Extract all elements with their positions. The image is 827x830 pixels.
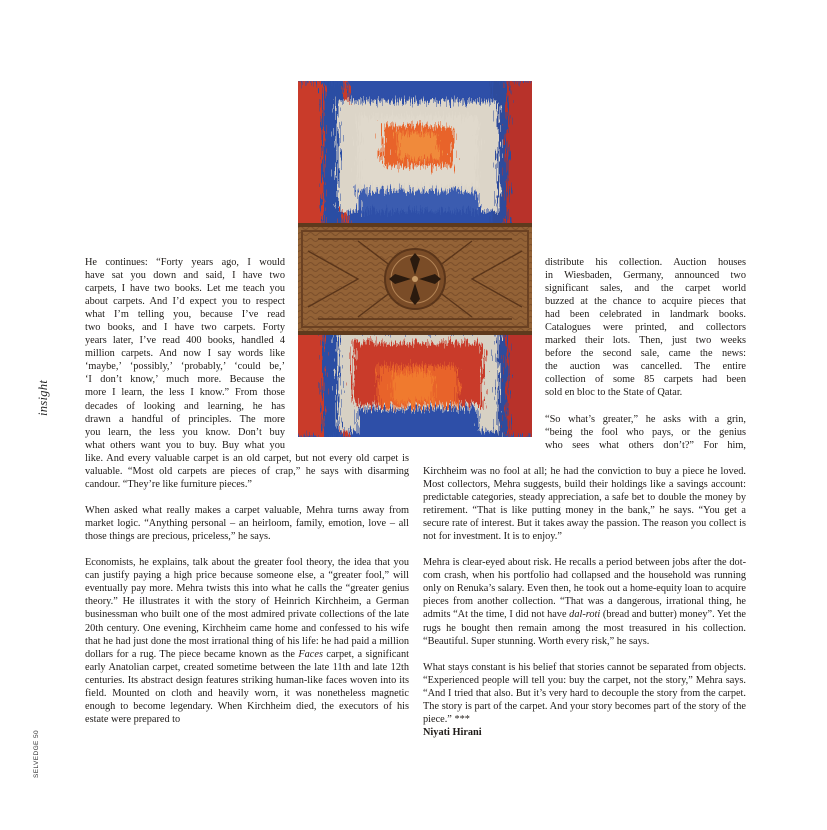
- text-line: marked their lots. Then, just two weeks: [545, 335, 746, 347]
- section-label: insight: [36, 379, 50, 416]
- text-line: collection of some 85 carpets had been: [545, 374, 746, 386]
- text-line: have sat you down and said, I have two: [85, 270, 285, 282]
- text-line: “being the fool who pays, or the genius: [545, 426, 746, 438]
- right-column-top: [545, 256, 746, 452]
- text-line: who sees what others don’t?” For him,: [545, 439, 746, 451]
- text-line: two books, and I have two carpets. Forty: [85, 322, 285, 334]
- text-line: more I learn, the less I know.” From those: [85, 387, 285, 399]
- text-line: what I’m telling you, because I’ve read: [85, 309, 285, 321]
- text-line: “So what’s greater,” he asks with a grin,: [545, 413, 746, 425]
- text-line: about carpets. And I’d expect you to respect: [85, 296, 285, 308]
- body-paragraph: What stays constant is his belief that stories cannot be separated from objects. “Experienced people will tell you: buy the carpet, not the story,” Mehra says. “And I tried that also. But it’s very hard to decouple the story from the carpet. The story is part of the carpet. And your story becomes part of the story of the piece.” ***: [423, 661, 746, 725]
- text-line: million carpets. And now I say words like: [85, 348, 285, 360]
- text-line: Catalogues were printed, and collectors: [545, 322, 746, 334]
- page-folio: SELVEDGE 50: [33, 730, 40, 778]
- body-paragraph: like. And every valuable carpet is an old carpet, but not every old carpet is valuable. “Most old carpets are pieces of crap,” he says with disarming candour. “They’re like furniture pieces.”: [85, 453, 409, 491]
- text-line: carpets, I have two books. Let me teach you: [85, 283, 285, 295]
- text-line: the auction was cancelled. The entire: [545, 361, 746, 373]
- text-line: significant sales, and the carpet world: [545, 283, 746, 295]
- body-paragraph: Kirchheim was no fool at all; he had the conviction to buy a piece he loved. Most collectors, Mehra suggests, build their holdings like a savings account: predictable categories, steady appreciation, a safe bet to double the money by retirement. “That is like putting money in the bank,” he says. “You get a secure rate of interest. But it takes away the passion. The reason you collect is not for investment. It is to enjoy.”: [423, 466, 746, 543]
- text-line: decades of looking and learning, he has: [85, 400, 285, 412]
- text-line: before the second sale, came the news:: [545, 348, 746, 360]
- text-line: ‘I don’t know,’ much more. Because the: [85, 374, 285, 386]
- text-line: had been celebrated in landmark books.: [545, 309, 746, 321]
- left-column-top: [85, 256, 285, 452]
- left-column-body: [85, 452, 409, 726]
- carpet-photo-icon: [298, 81, 532, 437]
- text-line: you learn, the less you know. Don’t buy: [85, 426, 285, 438]
- carpet-name: Faces: [298, 648, 323, 660]
- carpet-photo-svg: [298, 81, 532, 437]
- author-byline: Niyati Hirani: [423, 726, 482, 738]
- text-line: what others want you to buy. Buy what you: [85, 439, 285, 451]
- text-line: distribute his collection. Auction houses: [545, 257, 746, 268]
- term-dal-roti: dal-roti: [569, 609, 601, 621]
- body-paragraph: Mehra is clear-eyed about risk. He recalls a period between jobs after the dot-com crash, when his portfolio had collapsed and the household was running only on Renuka’s salary. Even then, he took out a home-equity loan to acquire pieces from another collection. “That was a dangerous, irrational thing, he admits “At the time, I did not have dal-roti (bread and butter) money”. Yet the rugs he bought then remain among the most treasured in his collection. “Beautiful. Super stunning. Worth every risk,” he says.: [423, 557, 746, 647]
- body-paragraph: Economists, he explains, talk about the greater fool theory, the idea that you can justify paying a high price because someone else, a “greater fool,” will eventually pay more. Mehra twists this into what he calls the “greater genius theory.” He illustrates it with the story of Heinrich Kirchheim, a German businessman who built one of the most admired private collections of the late 20th century. One evening, Kirchheim came home and confessed to his wife that he had just done the most irrational thing of his life: he had paid a million dollars for a rug. The piece became known as the Faces carpet, a significant early Anatolian carpet, created sometime between the late 11th and late 12th centuries. Its abstract design features striking human-like faces woven into its field. Mounted on cloth and heavily worn, it was nonetheless magnetic enough to become legendary. When Kirchheim died, the executors of his estate were prepared to: [85, 557, 409, 725]
- text-line: years later, I’ve read 400 books, handled 4: [85, 335, 285, 347]
- body-paragraph: When asked what really makes a carpet valuable, Mehra turns away from market logic. “Anything personal – an heirloom, family, emotion, love – all those things are precious, priceless,” he says.: [85, 505, 409, 543]
- right-column-body: [423, 465, 746, 739]
- text-line: ‘maybe,’ ‘possibly,’ ‘probably,’ ‘could be,’: [85, 361, 285, 373]
- text-line: in Wiesbaden, Germany, announced two: [545, 270, 746, 282]
- text-line: buzzed at the chance to acquire pieces that: [545, 296, 746, 308]
- carved-rosette-icon: [385, 249, 445, 309]
- text-line: sold en bloc to the State of Qatar.: [545, 387, 683, 399]
- text-line: drawn a handful of principles. The more: [85, 413, 285, 425]
- text-line: He continues: “Forty years ago, I would: [85, 257, 285, 268]
